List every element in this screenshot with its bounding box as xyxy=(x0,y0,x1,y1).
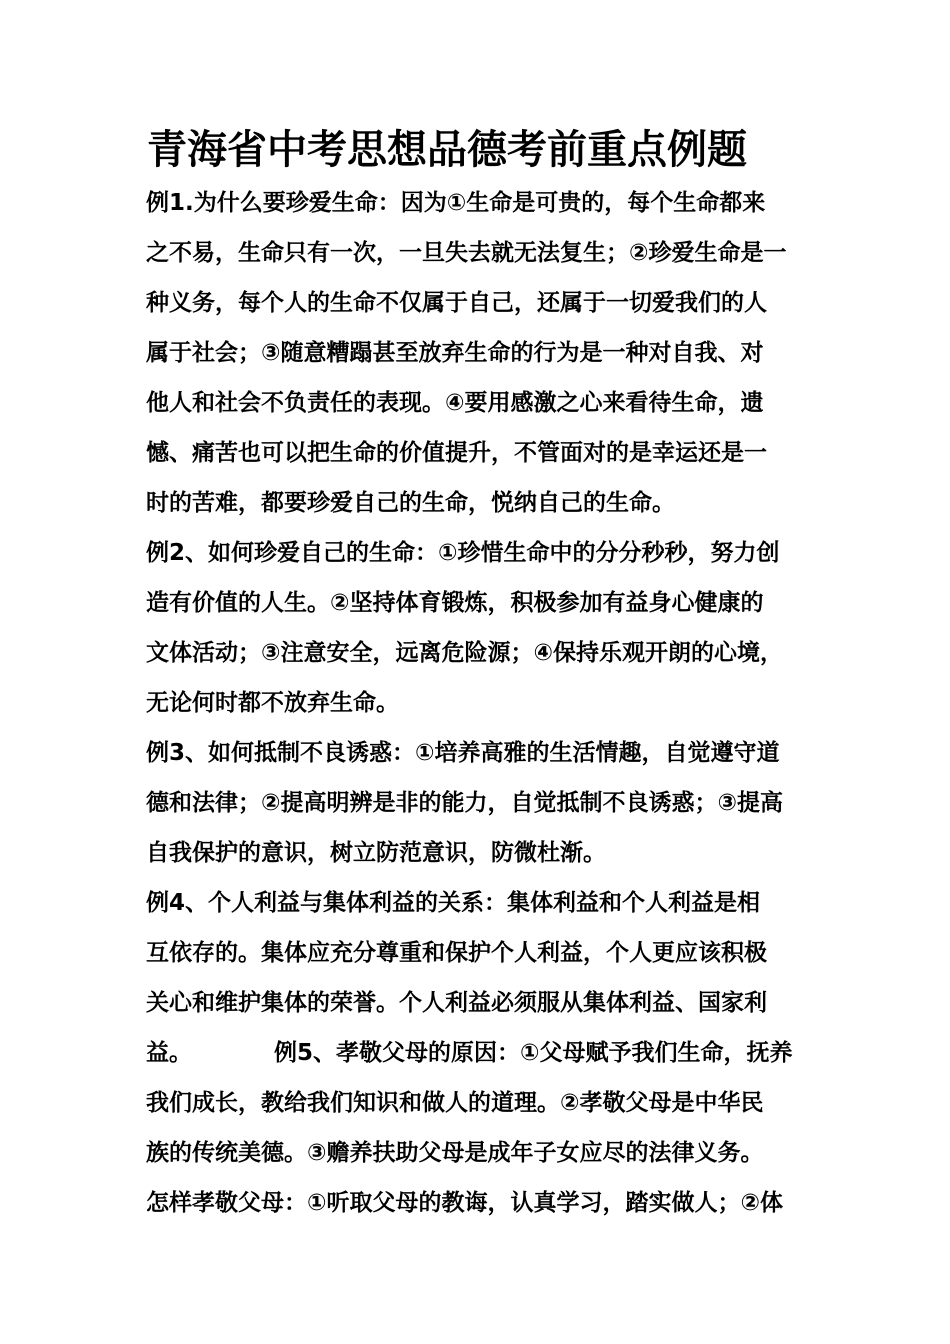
text-fragment: 益。 xyxy=(146,1040,192,1066)
text-line: 文体活动；③注意安全，远离危险源；④保持乐观开朗的心境， xyxy=(146,640,783,666)
text-line: 族的传统美德。③赡养扶助父母是成年子女应尽的法律义务。 xyxy=(146,1140,764,1166)
text-line: 属于社会；③随意糟蹋甚至放弃生命的行为是一种对自我、对 xyxy=(146,340,764,366)
text-line: 例2、如何珍爱自己的生命：①珍惜生命中的分分秒秒，努力创 xyxy=(146,540,780,566)
text-line: 自我保护的意识，树立防范意识，防微杜渐。 xyxy=(146,840,606,866)
text-line: 德和法律；②提高明辨是非的能力，自觉抵制不良诱惑；③提高 xyxy=(146,790,783,816)
text-line: 例4、个人利益与集体利益的关系：集体利益和个人利益是相 xyxy=(146,890,761,916)
text-line: 我们成长，教给我们知识和做人的道理。②孝敬父母是中华民 xyxy=(146,1090,764,1116)
text-line: 之不易，生命只有一次，一旦失去就无法复生；②珍爱生命是一 xyxy=(146,240,787,266)
text-line: 憾、痛苦也可以把生命的价值提升，不管面对的是幸运还是一 xyxy=(146,440,767,466)
text-line: 例1.为什么要珍爱生命：因为①生命是可贵的，每个生命都来 xyxy=(146,190,766,216)
text-line: 关心和维护集体的荣誉。个人利益必须服从集体利益、国家利 xyxy=(146,990,767,1016)
text-line: 例3、如何抵制不良诱惑：①培养高雅的生活情趣，自觉遵守道 xyxy=(146,740,780,766)
text-line: 怎样孝敬父母：①听取父母的教诲，认真学习，踏实做人；②体 xyxy=(146,1190,783,1216)
text-line: 互依存的。集体应充分尊重和保护个人利益，个人更应该积极 xyxy=(146,940,767,966)
text-line: 造有价值的人生。②坚持体育锻炼，积极参加有益身心健康的 xyxy=(146,590,764,616)
text-line: 无论何时都不放弃生命。 xyxy=(146,690,399,716)
document-title: 青海省中考思想品德考前重点例题 xyxy=(147,127,747,173)
text-line: 种义务，每个人的生命不仅属于自己，还属于一切爱我们的人 xyxy=(146,290,767,316)
text-line-mixed xyxy=(146,1028,826,1078)
text-fragment: 例5、孝敬父母的原因：①父母赋予我们生命，抚养 xyxy=(274,1040,793,1066)
document-body xyxy=(146,178,826,1228)
text-line: 他人和社会不负责任的表现。④要用感激之心来看待生命，遗 xyxy=(146,390,764,416)
text-line: 时的苦难，都要珍爱自己的生命，悦纳自己的生命。 xyxy=(146,490,675,516)
